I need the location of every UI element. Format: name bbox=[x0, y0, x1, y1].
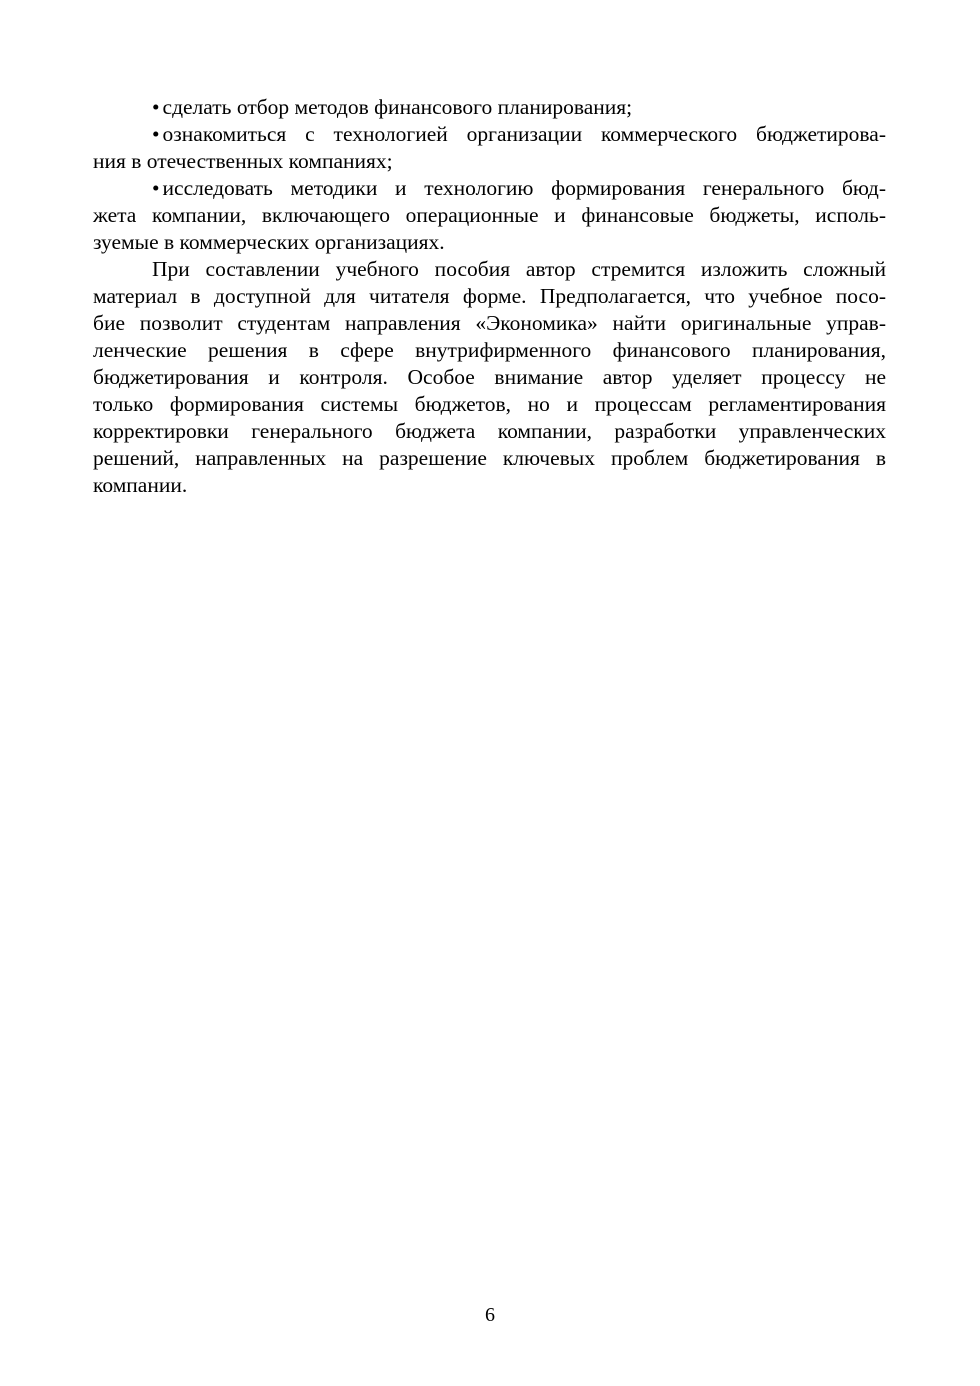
text-line: ленческие решения в сфере внутрифирменного финансового планирования, bbox=[93, 338, 886, 362]
text-line: материал в доступной для читателя форме. Предполагается, что учебное посо- bbox=[93, 284, 886, 308]
page-number: 6 bbox=[485, 1304, 495, 1326]
bullet-item-3 bbox=[93, 175, 886, 256]
bullet-icon: • bbox=[152, 95, 160, 119]
text-line: • исследовать методики и технологию формирования генерального бюд- bbox=[152, 176, 886, 200]
text-line: • сделать отбор методов финансового планирования; bbox=[152, 95, 633, 119]
text-line: бие позволит студентам направления «Экономика» найти оригинальные управ- bbox=[93, 311, 886, 335]
bullet-icon: • bbox=[152, 176, 160, 200]
text-line: зуемые в коммерческих организациях. bbox=[93, 230, 445, 254]
text-line: бюджетирования и контроля. Особое внимание автор уделяет процессу не bbox=[93, 365, 886, 389]
text-line: только формирования системы бюджетов, но и процессам регламентирования bbox=[93, 392, 886, 416]
text-line: решений, направленных на разрешение ключевых проблем бюджетирования в bbox=[93, 446, 886, 470]
text-line: • ознакомиться с технологией организации коммерческого бюджетирова- bbox=[152, 122, 886, 146]
body-paragraph bbox=[93, 256, 886, 499]
text-line: компании. bbox=[93, 473, 188, 497]
text-line: ния в отечественных компаниях; bbox=[93, 149, 393, 173]
bullet-item-1 bbox=[93, 94, 886, 121]
text-line: жета компании, включающего операционные и финансовые бюджеты, исполь- bbox=[93, 203, 886, 227]
bullet-item-2 bbox=[93, 121, 886, 175]
page-body bbox=[93, 94, 886, 499]
bullet-icon: • bbox=[152, 122, 160, 146]
text-line: корректировки генерального бюджета компании, разработки управленческих bbox=[93, 419, 886, 443]
text-line: При составлении учебного пособия автор стремится изложить сложный bbox=[152, 257, 886, 281]
